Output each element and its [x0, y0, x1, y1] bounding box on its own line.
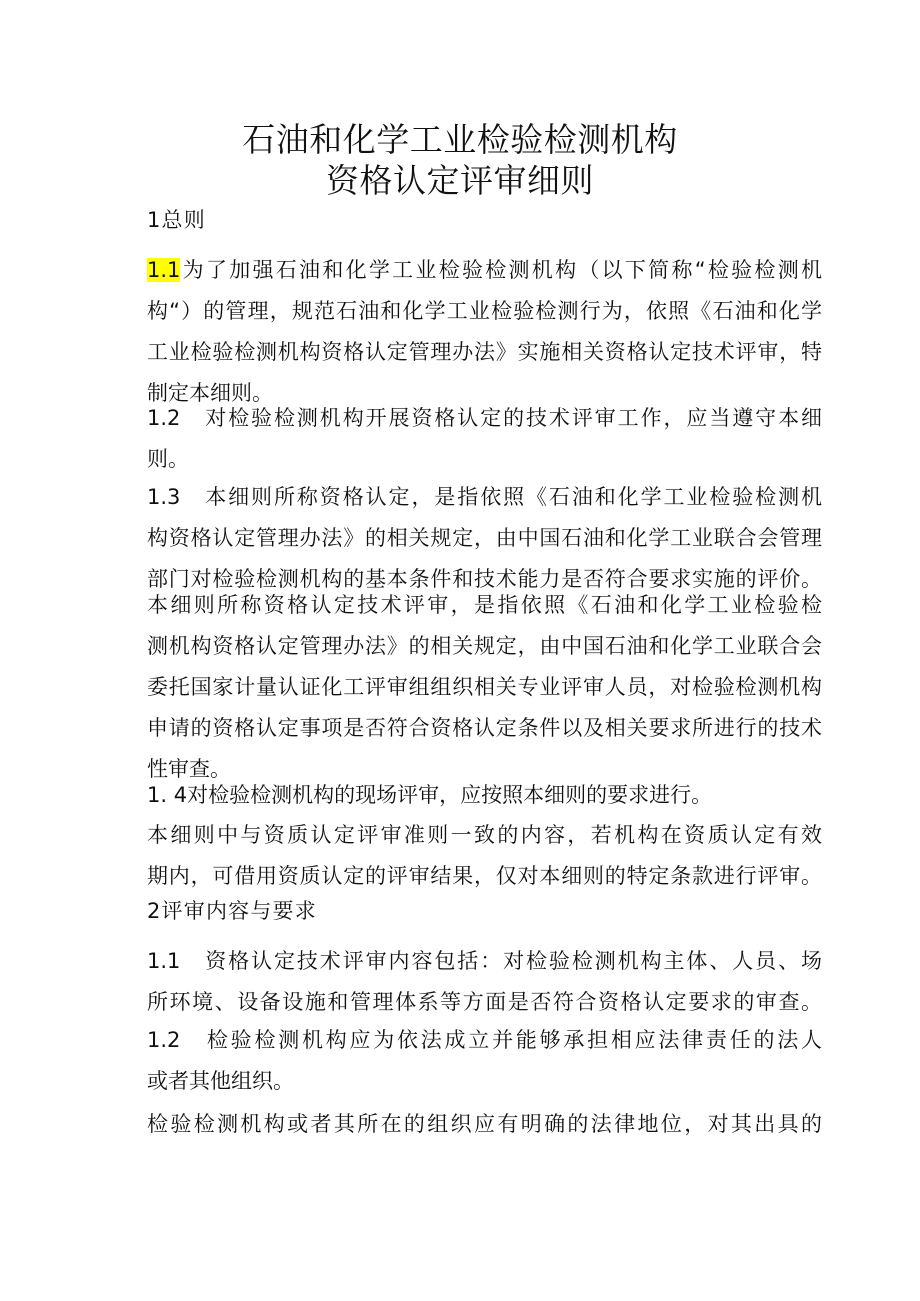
paragraph-row: 申请的资格认定事项是否符合资格认定条件以及相关要求所进行的技术 [147, 716, 822, 740]
paragraph-row: 本细则所称资格认定技术评审，是指依照《石油和化学工业检验检 [147, 593, 822, 617]
paragraph-1-4-note [147, 815, 822, 897]
paragraph-row: 所环境、设备设施和管理体系等方面是否符合资格认定要求的审查。 [147, 990, 822, 1014]
paragraph-1-1-cont [147, 291, 822, 414]
paragraph-1-3-definition [147, 585, 822, 790]
paragraph-2-2 [147, 1020, 822, 1102]
paragraph-row: 1.2 检验检测机构应为依法成立并能够承担相应法律责任的法人 [147, 1028, 822, 1052]
row-text: 为了加强石油和化学工业检验检测机构（以下简称“检验检测机 [180, 258, 822, 282]
paragraph-1-2 [147, 398, 822, 480]
document-title-line-2: 资格认定评审细则 [326, 161, 594, 200]
paragraph-1-3 [147, 477, 822, 600]
paragraph-row: 性审查。 [147, 757, 231, 781]
paragraph-2-1 [147, 941, 822, 1023]
paragraph-row: 1.3 本细则所称资格认定，是指依照《石油和化学工业检验检测机 [147, 485, 822, 509]
paragraph-row: 制定本细则。 [147, 381, 273, 405]
paragraph-row: 1.1 资格认定技术评审内容包括：对检验检测机构主体、人员、场 [147, 949, 822, 973]
paragraph-row: 工业检验检测机构资格认定管理办法》实施相关资格认定技术评审，特 [147, 340, 822, 364]
paragraph-row: 委托国家计量认证化工评审组组织相关专业评审人员，对检验检测机构 [147, 675, 822, 699]
paragraph-row: 部门对检验检测机构的基本条件和技术能力是否符合要求实施的评价。 [147, 567, 822, 591]
section-1-heading: 1总则 [147, 208, 206, 232]
paragraph-1-1 [147, 250, 822, 291]
highlighted-number: 1.1 [147, 258, 181, 282]
paragraph-row: 测机构资格认定管理办法》的相关规定，由中国石油和化学工业联合会 [147, 634, 822, 658]
paragraph-row [147, 250, 822, 291]
paragraph-row: 1.2 对检验检测机构开展资格认定的技术评审工作，应当遵守本细 [147, 406, 822, 430]
paragraph-1-4 [147, 775, 822, 816]
document-title-line-1: 石油和化学工业检验检测机构 [242, 120, 678, 159]
paragraph-row: 构“）的管理，规范石油和化学工业检验检测行为，依照《石油和化学 [147, 299, 822, 323]
paragraph-row: 或者其他组织。 [147, 1069, 294, 1093]
section-2-heading: 2评审内容与要求 [147, 899, 317, 923]
paragraph-row: 期内，可借用资质认定的评审结果，仅对本细则的特定条款进行评审。 [147, 864, 822, 888]
paragraph-2-2-cont [147, 1104, 822, 1145]
paragraph-row: 构资格认定管理办法》的相关规定，由中国石油和化学工业联合会管理 [147, 526, 822, 550]
paragraph-row: 本细则中与资质认定评审准则一致的内容，若机构在资质认定有效 [147, 823, 822, 847]
paragraph-row: 则。 [147, 447, 189, 471]
paragraph-row: 检验检测机构或者其所在的组织应有明确的法律地位，对其出具的 [147, 1112, 822, 1136]
paragraph-row: 1. 4对检验检测机构的现场评审，应按照本细则的要求进行。 [147, 783, 713, 807]
